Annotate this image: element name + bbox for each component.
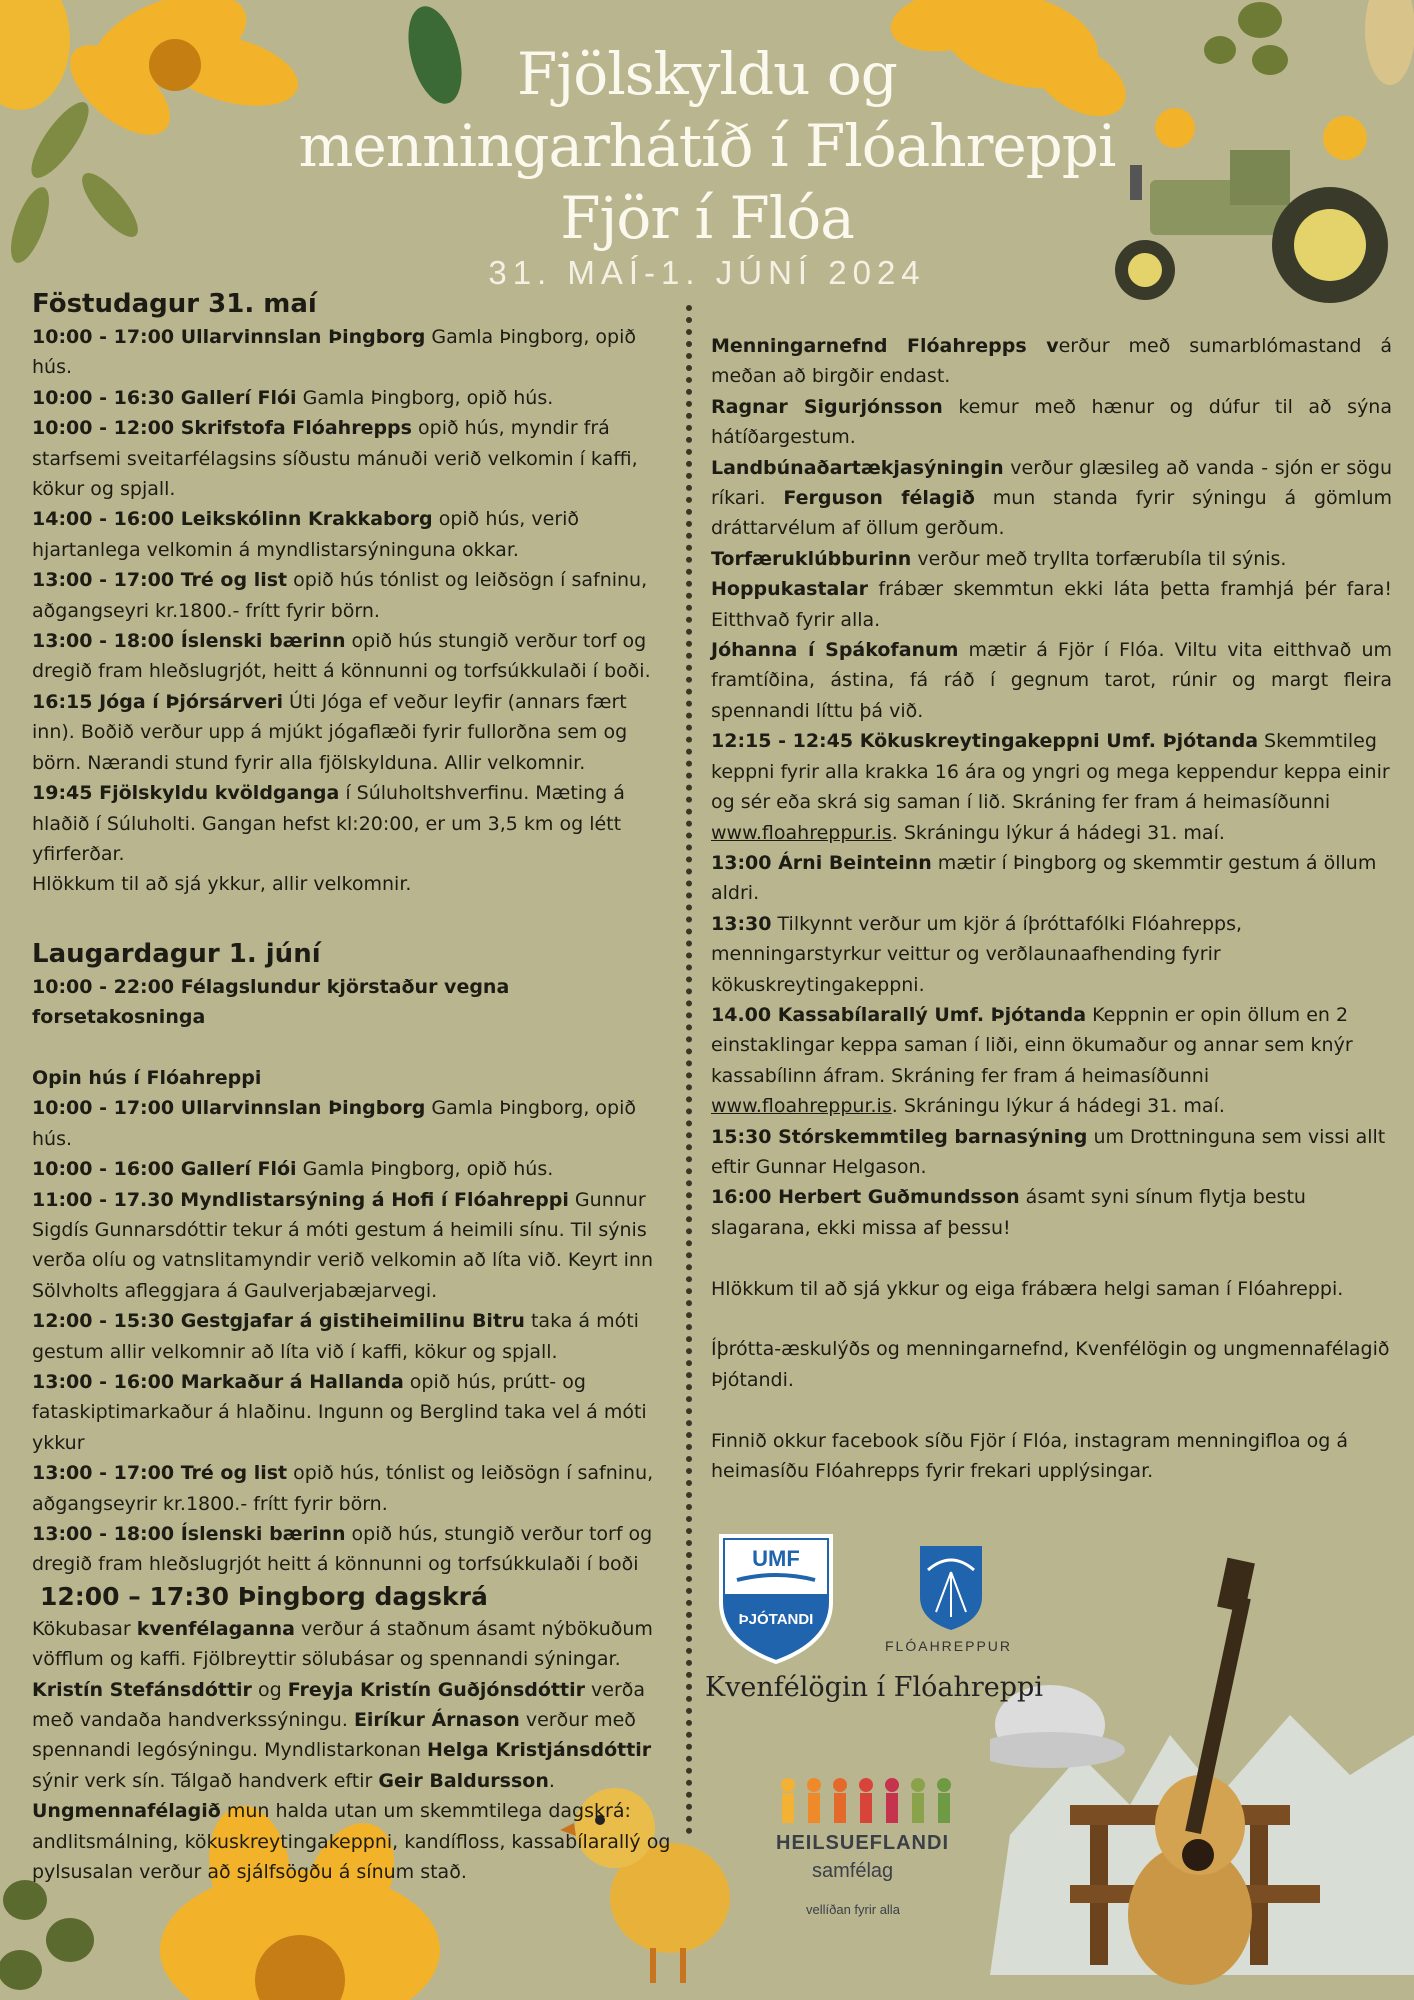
right-item-5: Hoppukastalar frábær skemmtun ekki láta þetta framhjá þér fara! Eitthvað fyrir alla.: [711, 578, 1392, 631]
friday-event-5: 13:00 - 17:00 Tré og list opið hús tónlist og leiðsögn í safninu, aðgangseyri kr.1800.- frítt fyrir börn.: [32, 569, 648, 622]
floahreppur-link-2[interactable]: www.floahreppur.is: [711, 1095, 892, 1118]
friday-event-1: 10:00 - 17:00 Ullarvinnslan Þingborg Gamla Þingborg, opið hús.: [32, 326, 637, 379]
floahreppur-link-1[interactable]: www.floahreppur.is: [711, 821, 892, 844]
floahreppur-logo: [916, 1542, 986, 1632]
open-houses-heading: Opin hús í Flóahreppi: [32, 1066, 262, 1089]
right-item-9: 13:30 Tilkynnt verður um kjör á íþróttafólki Flóahrepps, menningarstyrkur veittur og verðlaunaafhending fyrir kökuskreytingakeppni.: [711, 912, 1243, 996]
kvenfelogin-logo-text: Kvenfélögin í Flóahreppi: [705, 1672, 1043, 1703]
saturday-event-5: 13:00 - 16:00 Markaður á Hallanda opið hús, prútt- og fataskiptimarkaður á hlaðinu. Ingunn og Berglind taka vel á móti ykkur: [32, 1370, 647, 1454]
right-item-10: 14.00 Kassabílarallý Umf. Þjótanda Keppnin er opin öllum en 2 einstaklingar keppa saman í liði, einn ökumaður og annar sem knýr kassabílinn áfram. Skráning fer fram á heimasíðunni www.floahreppur.is. Skráningu lýkur á hádegi 31. maí.: [711, 1003, 1353, 1118]
saturday-event-1: 10:00 - 17:00 Ullarvinnslan Þingborg Gamla Þingborg, opið hús.: [32, 1097, 637, 1150]
svg-text:ÞJÓTANDI: ÞJÓTANDI: [738, 1611, 814, 1628]
saturday-event-6: 13:00 - 17:00 Tré og list opið hús, tónlist og leiðsögn í safninu, aðgangseyrir kr.1800.- frítt fyrir börn.: [32, 1462, 654, 1515]
heilsueflandi-subtitle: samfélag: [812, 1860, 894, 1882]
guitar-icon: [990, 1535, 1414, 2000]
saturday-voting: 10:00 - 22:00 Félagslundur kjörstaður vegna forsetakosninga: [32, 975, 510, 1029]
title-line-2: menningarhátíð í Flóahreppi: [298, 112, 1116, 180]
right-item-1: Menningarnefnd Flóahrepps verður með sumarblómastand á meðan að birgðir endast.: [711, 335, 1392, 388]
closing-1: Hlökkum til að sjá ykkur og eiga frábæra helgi saman í Flóahreppi.: [711, 1277, 1344, 1300]
right-column: [711, 331, 1392, 1486]
svg-text:UMF: UMF: [752, 1546, 800, 1571]
saturday-event-2: 10:00 - 16:00 Gallerí Flói Gamla Þingborg, opið hús.: [32, 1158, 554, 1181]
thingborg-program: Kökubasar kvenfélaganna verður á staðnum ásamt nýbökuðum vöfflum og kaffi. Fjölbreyttir sölubásar og spennandi sýningar. Kristín Stefánsdóttir og Freyja Kristín Guðjónsdóttir verða með vandaða handverkssýningu. Eiríkur Árnason verður með spennandi legósýningu. Myndlistarkonan Helga Kristjánsdóttir sýnir verk sín. Tálgað handverk eftir Geir Baldursson. Ungmennafélagið mun halda utan um skemmtilega dagskrá: andlitsmálning, kökuskreytingakeppni, kandífloss, kassabílarallý og pylsusalan verður að sjálfsögðu á sínum stað.: [32, 1617, 671, 1884]
heilsueflandi-figures-icon: [776, 1775, 968, 1830]
friday-closing: Hlökkum til að sjá ykkur, allir velkomnir.: [32, 873, 412, 896]
right-item-4: Torfæruklúbburinn verður með tryllta torfærubíla til sýnis.: [711, 547, 1287, 570]
right-item-11: 15:30 Stórskemmtileg barnasýning um Drottninguna sem vissi allt eftir Gunnar Helgason.: [711, 1125, 1386, 1178]
saturday-event-4: 12:00 - 15:30 Gestgjafar á gistiheimilinu Bitru taka á móti gestum allir velkomnir að líta við í kaffi, kökur og spjall.: [32, 1310, 639, 1363]
right-item-7: 12:15 - 12:45 Kökuskreytingakeppni Umf. Þjótanda Skemmtileg keppni fyrir alla krakka 16 ára og yngri og mega keppendur keppa einir og sér eða skrá sig saman í lið. Skráning fer fram á heimasíðunni www.floahreppur.is. Skráningu lýkur á hádegi 31. maí.: [711, 730, 1390, 844]
friday-heading: Föstudagur 31. maí: [32, 289, 317, 319]
saturday-event-3: 11:00 - 17.30 Myndlistarsýning á Hofi í Flóahreppi Gunnur Sigdís Gunnarsdóttir tekur á móti gestum á heimili sínu. Til sýnis verða olíu og vatnslitamyndir verið velkomin að líta við. Keyrt inn Sölvholts afleggjara á Gaulverjabæjarvegi.: [32, 1188, 654, 1302]
friday-event-3: 10:00 - 12:00 Skrifstofa Flóahrepps opið hús, myndir frá starfsemi sveitarfélagsins síðustu mánuði verið velkomin í kaffi, kökur og spjall.: [32, 417, 638, 501]
left-column: [32, 286, 672, 1887]
right-item-3: Landbúnaðartækjasýningin verður glæsileg að vanda - sjón er sögu ríkari. Ferguson félagið mun standa fyrir sýningu á gömlum dráttarvélum af öllum gerðum.: [711, 456, 1393, 540]
friday-event-2: 10:00 - 16:30 Gallerí Flói Gamla Þingborg, opið hús.: [32, 386, 554, 409]
title-line-3: Fjör í Flóa: [560, 184, 854, 252]
closing-2: Íþrótta-æskulýðs og menningarnefnd, Kvenfélögin og ungmennafélagið Þjótandi.: [711, 1338, 1390, 1391]
thingborg-heading: 12:00 – 17:30 Þingborg dagskrá: [40, 1581, 488, 1611]
event-dates: 31. MAÍ-1. JÚNÍ 2024: [488, 254, 926, 291]
floahreppur-label: FLÓAHREPPUR: [885, 1638, 1013, 1654]
friday-event-8: 19:45 Fjölskyldu kvöldganga í Súluholtshverfinu. Mæting á hlaðið í Súluholti. Gangan hefst kl:20:00, er um 3,5 km og létt yfirferðar.: [32, 782, 625, 865]
right-item-6: Jóhanna í Spákofanum mætir á Fjör í Flóa. Viltu vita eitthvað um framtíðina, ástina, fá ráð í gegnum tarot, rúnir og margt fleira spennandi líttu þá við.: [711, 639, 1393, 722]
header: [0, 38, 1414, 292]
saturday-event-7: 13:00 - 18:00 Íslenski bærinn opið hús, stungið verður torf og dregið fram hleðslugrjót heitt á könnunni og torfsúkkulaði í boði: [32, 1523, 653, 1576]
title-line-1: Fjölskyldu og: [517, 40, 897, 108]
friday-event-6: 13:00 - 18:00 Íslenski bærinn opið hús stungið verður torf og dregið fram hleðslugrjót, heitt á könnunni og torfsúkkulaði í boði.: [32, 630, 651, 683]
right-item-8: 13:00 Árni Beinteinn mætir í Þingborg og skemmtir gestum á öllum aldri.: [711, 851, 1377, 905]
closing-3: Finnið okkur facebook síðu Fjör í Flóa, instagram menningifloa og á heimasíðu Flóahrepps fyrir frekari upplýsingar.: [711, 1429, 1349, 1482]
heilsueflandi-tagline: vellíðan fyrir alla: [806, 1902, 900, 1917]
heilsueflandi-title: HEILSUEFLANDI: [776, 1832, 949, 1854]
friday-event-7: 16:15 Jóga í Þjórsárveri Úti Jóga ef veður leyfir (annars fært inn). Boðið verður upp á mjúkt jógaflæði fyrir fullorðna sem og börn. Nærandi stund fyrir alla fjölskylduna. Allir velkomnir.: [32, 690, 628, 774]
friday-event-4: 14:00 - 16:00 Leikskólinn Krakkaborg opið hús, verið hjartanlega velkomin á myndlistarsýninguna okkar.: [32, 508, 580, 561]
saturday-heading: Laugardagur 1. júní: [32, 938, 321, 969]
umf-thjotandi-logo: [717, 1532, 835, 1664]
right-item-2: Ragnar Sigurjónsson kemur með hænur og dúfur til að sýna hátíðargestum.: [711, 395, 1392, 449]
column-divider: [686, 305, 692, 1835]
right-item-12: 16:00 Herbert Guðmundsson ásamt syni sínum flytja bestu slagarana, ekki missa af þessu!: [711, 1186, 1306, 1239]
